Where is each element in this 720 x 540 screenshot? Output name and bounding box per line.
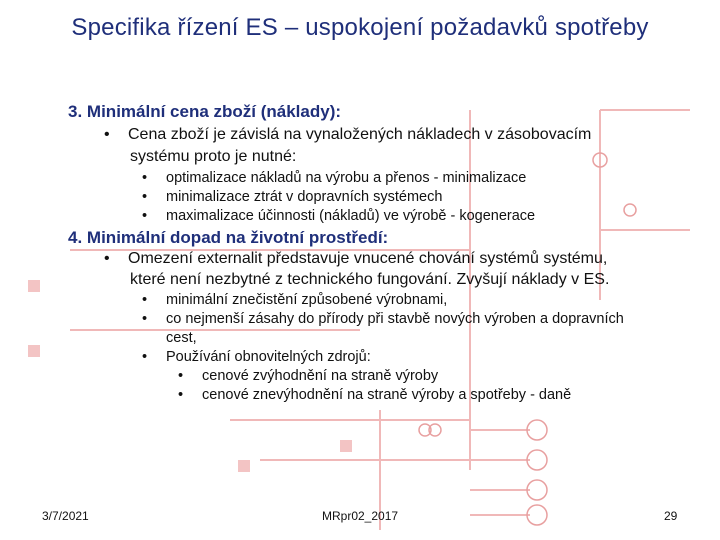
section-3-bullet-line-2: systému proto je nutné: bbox=[130, 148, 297, 165]
section-3-number: 3. bbox=[68, 102, 83, 121]
bullet-dot: • bbox=[142, 292, 148, 308]
bullet-dot: • bbox=[104, 126, 110, 143]
section-3-subitem: • maximalizace účinnosti (nákladů) ve výrobě - kogenerace bbox=[142, 208, 536, 224]
bullet-dot: • bbox=[178, 387, 184, 403]
section-4-subsubitem: • cenové zvýhodnění na straně výroby bbox=[178, 368, 439, 384]
slide-title: Specifika řízení ES – uspokojení požadavků spotřeby bbox=[71, 14, 649, 41]
bullet-dot: • bbox=[104, 250, 110, 267]
section-3-title: Minimální cena zboží (náklady): bbox=[86, 102, 342, 121]
section-4-subitem: • co nejmenší zásahy do přírody při stavbě nových výroben a dopravních bbox=[142, 311, 624, 327]
section-4-subitem: • minimální znečistění způsobené výrobnami, bbox=[142, 292, 448, 308]
bullet-dot: • bbox=[142, 189, 148, 205]
section-3-bullet-line-1: • Cena zboží je závislá na vynaložených nákladech v zásobovacím bbox=[104, 126, 592, 143]
section-4-heading bbox=[68, 228, 388, 248]
section-3-subitem: • minimalizace ztrát v dopravních systémech bbox=[142, 189, 443, 205]
bullet-dot: • bbox=[178, 368, 184, 384]
section-3-heading bbox=[68, 102, 341, 122]
section-4-subitem: • Používání obnovitelných zdrojů: bbox=[142, 349, 371, 365]
section-4-bullet-line-1: • Omezení externalit představuje vnucené chování systémů systému, bbox=[104, 250, 608, 267]
section-4-title: Minimální dopad na životní prostředí: bbox=[86, 228, 389, 247]
section-4-bullet-line-2: které není nezbytné z technického fungování. Zvyšují náklady v ES. bbox=[130, 271, 610, 288]
section-3-subitem: • optimalizace nákladů na výrobu a přenos - minimalizace bbox=[142, 170, 527, 186]
section-4-subitem-continuation: cest, bbox=[166, 330, 197, 346]
bullet-dot: • bbox=[142, 208, 148, 224]
bullet-dot: • bbox=[142, 349, 148, 365]
footer-center-text: MRpr02_2017 bbox=[322, 509, 399, 523]
footer-date: 3/7/2021 bbox=[42, 509, 89, 523]
bullet-dot: • bbox=[142, 170, 148, 186]
bullet-dot: • bbox=[142, 311, 148, 327]
footer-page-number: 29 bbox=[664, 509, 678, 523]
section-4-subsubitem: • cenové znevýhodnění na straně výroby a spotřeby - daně bbox=[178, 387, 572, 403]
section-4-number: 4. bbox=[68, 228, 83, 247]
